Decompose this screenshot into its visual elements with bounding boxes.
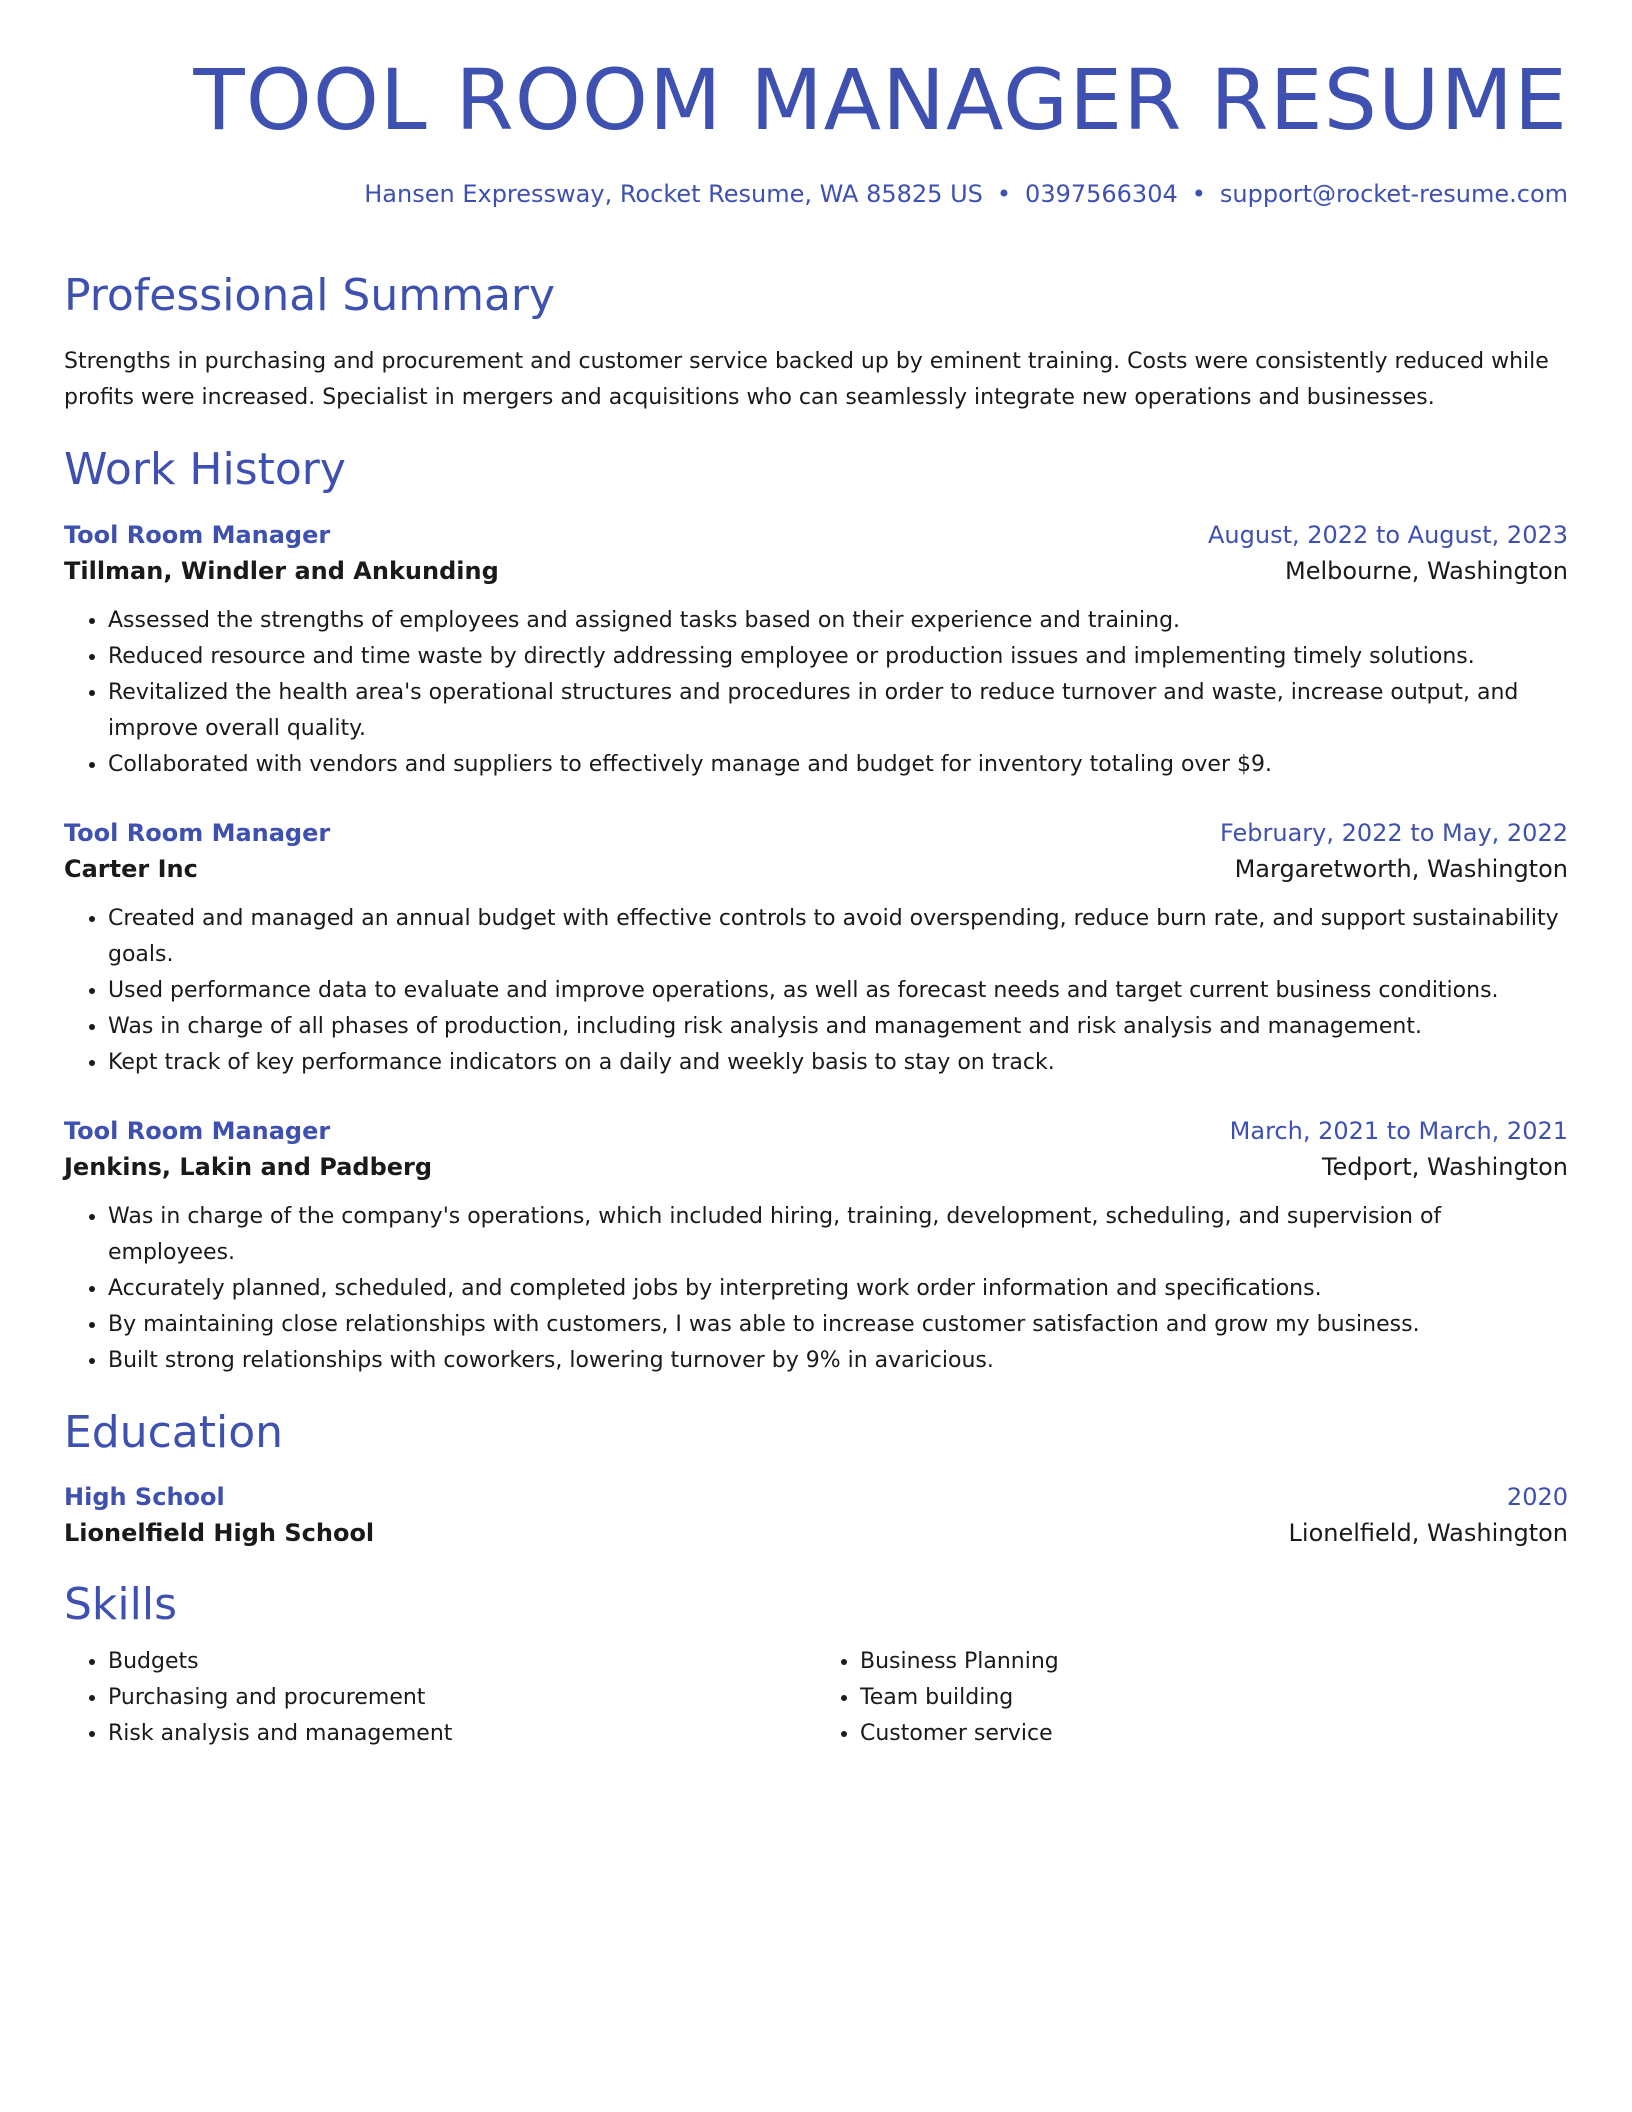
skill-item: • Customer service (860, 1716, 1568, 1752)
job-bullet: • Built strong relationships with coworkers, lowering turnover by 9% in avaricious. (108, 1343, 1568, 1379)
job-entry (64, 521, 1568, 783)
job-bullet: • Used performance data to evaluate and improve operations, as well as forecast needs and target current business conditions. (108, 973, 1568, 1009)
education-section (64, 1406, 1568, 1548)
summary-heading: Professional Summary (64, 270, 556, 321)
job-company: Carter Inc (64, 854, 198, 883)
skill-item: • Business Planning (860, 1644, 1568, 1680)
skills-column-left (64, 1644, 816, 1752)
contact-phone: 0397566304 (1025, 180, 1178, 208)
contact-address: Hansen Expressway, Rocket Resume, WA 85825 US (364, 180, 983, 208)
job-bullets (64, 1199, 1568, 1379)
summary-section (64, 272, 1568, 416)
job-bullet: • Reduced resource and time waste by directly addressing employee or production issues and implementing timely solutions. (108, 639, 1568, 675)
job-location: Margaretworth, Washington (1234, 854, 1568, 883)
skills-column-right (816, 1644, 1568, 1752)
job-bullet: • Kept track of key performance indicators on a daily and weekly basis to stay on track. (108, 1045, 1568, 1081)
job-dates: August, 2022 to August, 2023 (1208, 520, 1568, 549)
job-entry (64, 819, 1568, 1081)
skills-heading: Skills (64, 1579, 178, 1631)
skill-item: • Risk analysis and management (108, 1716, 816, 1752)
resume-title: TOOL ROOM MANAGER RESUME (193, 51, 1568, 149)
education-degree: High School (64, 1483, 225, 1512)
job-title: Tool Room Manager (64, 1116, 331, 1145)
job-bullet: • Accurately planned, scheduled, and completed jobs by interpreting work order information and specifications. (108, 1271, 1568, 1307)
job-company: Jenkins, Lakin and Padberg (64, 1152, 433, 1181)
education-school: Lionelfield High School (64, 1519, 375, 1548)
education-heading: Education (64, 1406, 284, 1458)
job-title: Tool Room Manager (64, 520, 331, 549)
job-bullets (64, 901, 1568, 1081)
education-entry (64, 1483, 1568, 1547)
work-section (64, 446, 1568, 1378)
skill-item: • Team building (860, 1680, 1568, 1716)
education-year: 2020 (1506, 1483, 1568, 1512)
job-title: Tool Room Manager (64, 818, 331, 847)
job-bullet: • Created and managed an annual budget with effective controls to avoid overspending, reduce burn rate, and support sustainability goals. (108, 901, 1568, 973)
job-bullet: • Assessed the strengths of employees and assigned tasks based on their experience and training. (108, 603, 1568, 639)
job-bullet: • Collaborated with vendors and suppliers to effectively manage and budget for inventory totaling over $9. (108, 747, 1568, 783)
contact-line (64, 180, 1568, 208)
job-bullet: • Was in charge of the company's operations, which included hiring, training, development, scheduling, and supervision of employees. (108, 1199, 1568, 1271)
separator-dot: • (996, 180, 1012, 208)
education-location: Lionelfield, Washington (1288, 1519, 1568, 1548)
job-location: Melbourne, Washington (1285, 556, 1568, 585)
separator-dot: • (1191, 180, 1206, 208)
job-bullet: • By maintaining close relationships with customers, I was able to increase customer satisfaction and grow my business. (108, 1307, 1568, 1343)
job-dates: March, 2021 to March, 2021 (1229, 1116, 1568, 1145)
skills-section (64, 1581, 1568, 1751)
summary-text: Strengths in purchasing and procurement and customer service backed up by eminent training. Costs were consistently reduced while profits were increased. Specialist in mergers and acquisitions who can seamlessly integrate new operations and businesses. (64, 349, 1549, 411)
job-location: Tedport, Washington (1321, 1152, 1568, 1181)
job-entry (64, 1117, 1568, 1379)
work-heading: Work History (64, 444, 346, 496)
skill-item: • Purchasing and procurement (108, 1680, 816, 1716)
job-dates: February, 2022 to May, 2022 (1220, 818, 1568, 847)
job-company: Tillman, Windler and Ankunding (64, 556, 499, 585)
job-bullets (64, 603, 1568, 783)
skill-item: • Budgets (108, 1644, 816, 1680)
job-bullet: • Revitalized the health area's operational structures and procedures in order to reduce turnover and waste, increase output, and improve overall quality. (108, 675, 1568, 747)
contact-email: support@rocket-resume.com (1219, 180, 1568, 208)
skills-grid (64, 1644, 1568, 1752)
job-bullet: • Was in charge of all phases of production, including risk analysis and management and risk analysis and management. (108, 1009, 1568, 1045)
